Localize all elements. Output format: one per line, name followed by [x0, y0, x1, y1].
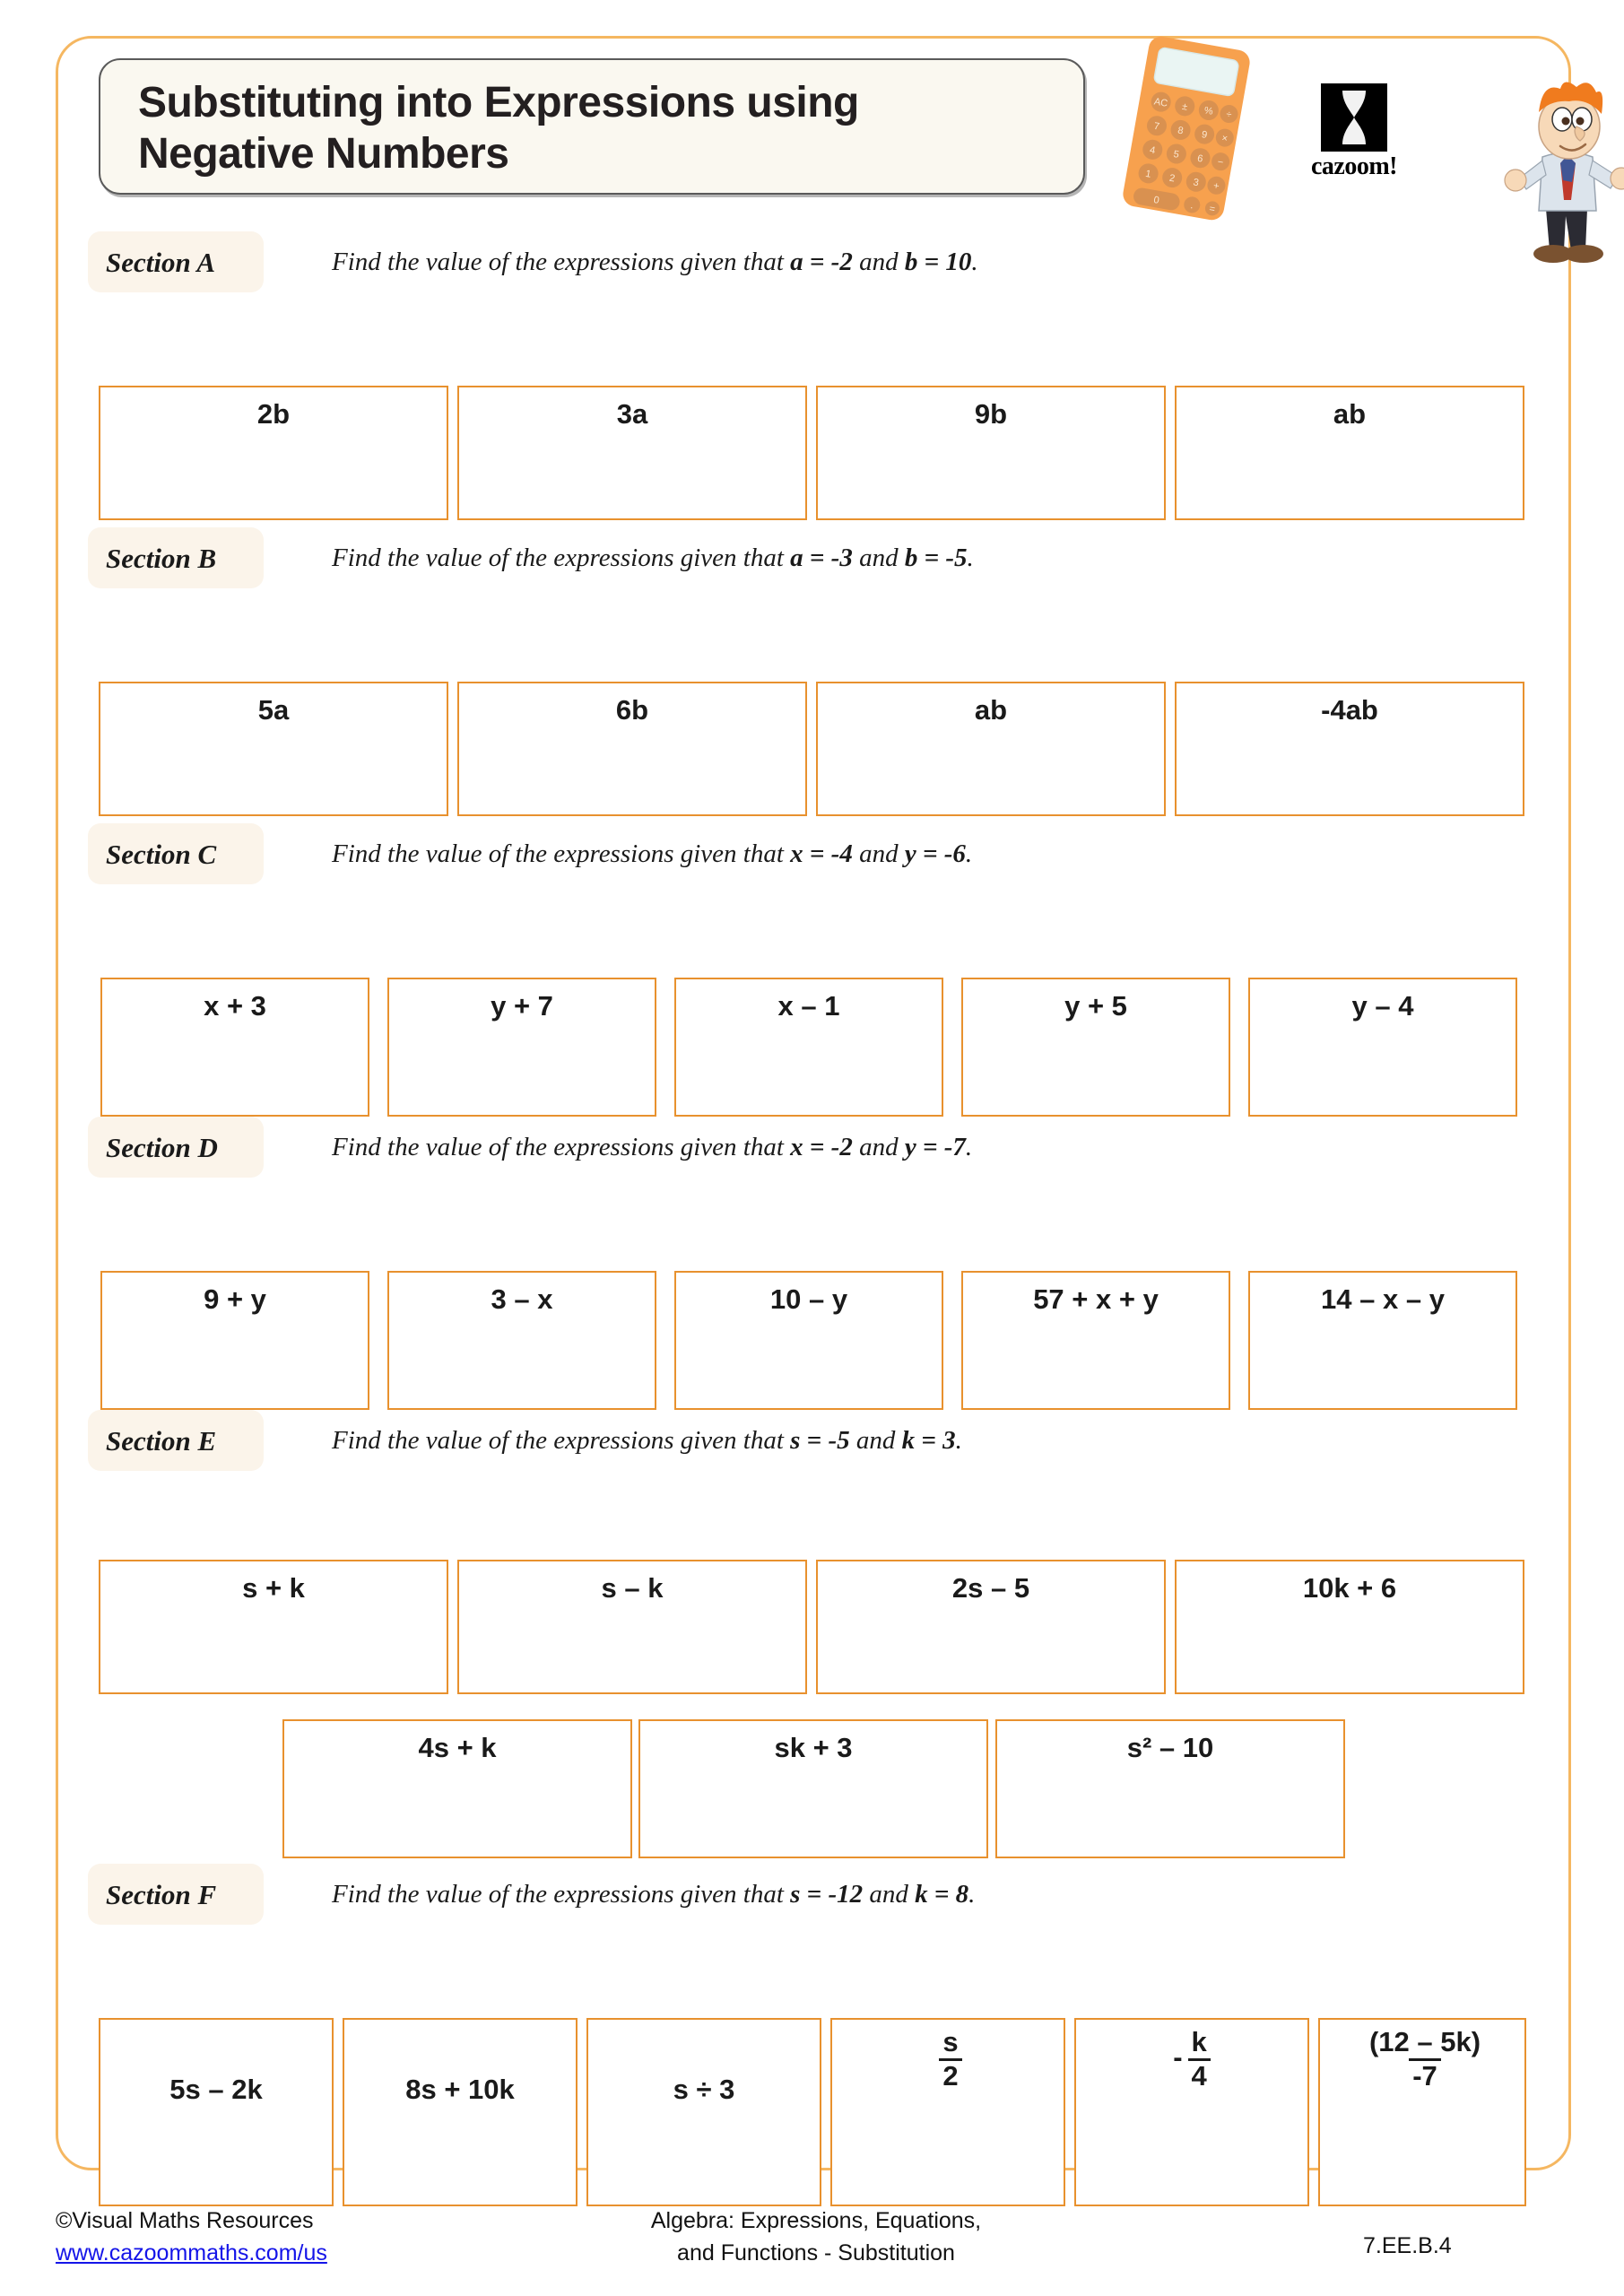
answer-box[interactable] [387, 1271, 656, 1410]
expression-label: y + 7 [491, 990, 553, 1022]
section-b-suffix: . [967, 544, 974, 572]
expression-label: 14 – x – y [1321, 1283, 1445, 1315]
fraction [1366, 2027, 1484, 2092]
expression-label: sk + 3 [774, 1732, 853, 1763]
footer-topic-block [538, 2205, 1094, 2270]
section-e-instruction [332, 1426, 962, 1456]
worksheet-footer [0, 2196, 1624, 2296]
section-c-label: Section C [106, 839, 217, 870]
section-c-row-1 [0, 888, 1624, 1031]
section-a-header [0, 231, 1624, 296]
answer-box[interactable] [343, 2018, 578, 2206]
fraction-numerator: s [942, 2026, 959, 2057]
section-d-var2: y = -7 [904, 1133, 966, 1161]
section-a-var2: b = 10 [904, 248, 972, 276]
answer-box[interactable] [99, 1560, 448, 1694]
section-d-suffix: . [965, 1133, 973, 1161]
answer-box[interactable] [1248, 978, 1517, 1117]
section-e-header [0, 1410, 1624, 1474]
cazoom-hourglass-icon [1321, 83, 1387, 152]
answer-box[interactable] [816, 1560, 1166, 1694]
answer-box[interactable] [457, 386, 807, 520]
svg-text:.: . [1189, 200, 1194, 212]
section-b-conjunction: and [852, 544, 905, 572]
svg-text:=: = [1208, 203, 1216, 215]
expression-label: 9 + y [204, 1283, 266, 1315]
svg-text:7: 7 [1152, 120, 1160, 133]
fraction-numerator: k [1191, 2026, 1207, 2057]
expression-label: x – 1 [777, 990, 840, 1022]
section-f-suffix: . [968, 1880, 976, 1909]
section-c-var2: y = -6 [904, 839, 966, 868]
answer-box[interactable] [1175, 386, 1524, 520]
section-f-label: Section F [106, 1879, 217, 1910]
answer-box[interactable] [1248, 1271, 1517, 1410]
section-b-var2: b = -5 [904, 544, 968, 572]
answer-box[interactable] [1318, 2018, 1526, 2206]
expression-label: 10k + 6 [1302, 1572, 1397, 1604]
fraction-lead: - [1173, 2040, 1183, 2073]
section-f-var1: s = -12 [790, 1880, 864, 1909]
expression-label: 5s – 2k [169, 2074, 263, 2105]
expression-label: 3 – x [491, 1283, 553, 1315]
footer-copyright-block [56, 2205, 327, 2270]
expression-label: 8s + 10k [405, 2074, 515, 2105]
answer-box[interactable] [816, 386, 1166, 520]
expression-label: 3a [616, 398, 648, 430]
svg-text:×: × [1220, 133, 1229, 145]
section-a-var1: a = -2 [790, 248, 853, 276]
footer-website-link[interactable]: www.cazoommaths.com/us [56, 2240, 327, 2266]
fraction [1188, 2027, 1211, 2092]
section-a-label: Section A [106, 247, 216, 278]
expression-label: 2s – 5 [951, 1572, 1030, 1604]
worksheet-header [99, 58, 1397, 215]
answer-box[interactable] [457, 682, 807, 816]
answer-box[interactable] [830, 2018, 1065, 2206]
title-banner [99, 58, 1085, 195]
section-e-rows [0, 1474, 1624, 1770]
expression-label: 4s + k [418, 1732, 497, 1763]
svg-text:8: 8 [1177, 125, 1185, 137]
section-c-instruction-prefix: Find the value of the expressions given that [332, 839, 791, 868]
answer-box[interactable] [674, 1271, 943, 1410]
section-f-conjunction: and [863, 1880, 916, 1909]
svg-text:+: + [1212, 180, 1220, 193]
answer-box[interactable] [816, 682, 1166, 816]
section-a-conjunction: and [852, 248, 905, 276]
section-c-var1: x = -4 [790, 839, 853, 868]
answer-box[interactable] [1175, 682, 1524, 816]
fraction-denominator: 2 [939, 2058, 961, 2091]
section-c-suffix: . [965, 839, 973, 868]
svg-text:0: 0 [1152, 194, 1160, 206]
svg-text:6: 6 [1196, 152, 1204, 165]
section-a-suffix: . [971, 248, 978, 276]
svg-text:2: 2 [1168, 172, 1177, 185]
section-f-instruction-prefix: Find the value of the expressions given that [332, 1880, 791, 1909]
calculator-icon [1117, 30, 1256, 226]
answer-box[interactable] [282, 1719, 632, 1858]
expression-label: s – k [601, 1572, 664, 1604]
section-b [0, 527, 1624, 735]
section-c [0, 823, 1624, 1031]
expression-label: ab [974, 694, 1008, 726]
section-a-instruction-prefix: Find the value of the expressions given that [332, 248, 791, 276]
answer-box[interactable] [638, 1719, 988, 1858]
expression-label: s + k [242, 1572, 305, 1604]
expression-label: x + 3 [204, 990, 266, 1022]
section-e-instruction-prefix: Find the value of the expressions given that [332, 1426, 791, 1455]
answer-box[interactable] [99, 2018, 334, 2206]
section-d-row-1 [0, 1181, 1624, 1325]
expression-label: y – 4 [1351, 990, 1414, 1022]
section-d-label: Section D [106, 1132, 218, 1163]
section-d [0, 1117, 1624, 1325]
footer-standard-code: 7.EE.B.4 [1363, 2233, 1452, 2258]
expression-label: s ÷ 3 [673, 2074, 735, 2105]
section-e-var2: k = 3 [901, 1426, 956, 1455]
fraction-expression [832, 2027, 1064, 2092]
section-c-conjunction: and [852, 839, 905, 868]
fraction-expression [1076, 2027, 1307, 2092]
section-f [0, 1864, 1624, 2170]
section-e [0, 1410, 1624, 1770]
expression-label: 57 + x + y [1033, 1283, 1159, 1315]
expression-label: 2b [256, 398, 291, 430]
svg-text:3: 3 [1192, 177, 1200, 189]
expression-label: 10 – y [769, 1283, 848, 1315]
section-a-instruction [332, 248, 978, 277]
svg-text:1: 1 [1144, 168, 1152, 180]
section-f-var2: k = 8 [915, 1880, 969, 1909]
answer-box[interactable] [995, 1719, 1345, 1858]
footer-topic-line-1: Algebra: Expressions, Equations, [650, 2208, 982, 2233]
svg-text:AC: AC [1152, 96, 1169, 109]
answer-box[interactable] [674, 978, 943, 1117]
answer-box[interactable] [1074, 2018, 1309, 2206]
answer-box[interactable] [457, 1560, 807, 1694]
answer-box[interactable] [1175, 1560, 1524, 1694]
answer-box[interactable] [586, 2018, 821, 2206]
fraction-expression [1320, 2027, 1524, 2092]
section-f-row-1 [0, 1928, 1624, 2170]
expression-label: -4ab [1321, 694, 1378, 726]
section-a [0, 231, 1624, 439]
section-d-instruction [332, 1133, 972, 1162]
section-b-instruction-prefix: Find the value of the expressions given that [332, 544, 791, 572]
svg-text:±: ± [1181, 100, 1189, 113]
section-d-header [0, 1117, 1624, 1181]
page-title-line-2: Negative Numbers [138, 129, 509, 178]
expression-label: y + 5 [1064, 990, 1127, 1022]
page-title-line-1: Substituting into Expressions using [138, 79, 859, 126]
fraction-denominator: -7 [1409, 2058, 1441, 2091]
section-e-suffix: . [955, 1426, 962, 1455]
fraction-numerator: (12 – 5k) [1368, 2026, 1481, 2057]
section-f-instruction [332, 1880, 975, 1909]
answer-box[interactable] [961, 1271, 1230, 1410]
section-e-conjunction: and [849, 1426, 902, 1455]
answer-box[interactable] [100, 978, 369, 1117]
expression-label: 5a [257, 694, 290, 726]
svg-text:5: 5 [1172, 149, 1180, 161]
footer-copyright: ©Visual Maths Resources [56, 2208, 314, 2233]
fraction [939, 2027, 961, 2092]
svg-text:9: 9 [1200, 129, 1209, 142]
section-a-row-1 [0, 296, 1624, 439]
expression-label: s² – 10 [1126, 1732, 1214, 1763]
section-c-header [0, 823, 1624, 888]
section-b-var1: a = -3 [790, 544, 853, 572]
answer-box[interactable] [99, 386, 448, 520]
svg-text:4: 4 [1149, 144, 1157, 157]
fraction-denominator: 4 [1188, 2058, 1211, 2091]
answer-box[interactable] [961, 978, 1230, 1117]
svg-text:−: − [1216, 156, 1225, 169]
section-e-var1: s = -5 [790, 1426, 850, 1455]
cazoom-logo [1305, 83, 1403, 187]
svg-text:÷: ÷ [1225, 109, 1233, 121]
svg-text:%: % [1203, 105, 1214, 117]
section-d-conjunction: and [852, 1133, 905, 1161]
section-b-header [0, 527, 1624, 592]
section-b-label: Section B [106, 543, 217, 574]
page-title [138, 78, 1044, 179]
expression-label: 9b [974, 398, 1008, 430]
cazoom-wordmark: cazoom! [1310, 152, 1397, 180]
answer-box[interactable] [99, 682, 448, 816]
expression-label: ab [1333, 398, 1367, 430]
answer-box[interactable] [387, 978, 656, 1117]
section-e-label: Section E [106, 1425, 217, 1457]
section-b-row-1 [0, 592, 1624, 735]
expression-label: 6b [615, 694, 649, 726]
section-d-instruction-prefix: Find the value of the expressions given that [332, 1133, 791, 1161]
section-b-instruction [332, 544, 974, 573]
section-d-var1: x = -2 [790, 1133, 853, 1161]
footer-topic-line-2: and Functions - Substitution [677, 2240, 955, 2266]
section-f-header [0, 1864, 1624, 1928]
answer-box[interactable] [100, 1271, 369, 1410]
section-c-instruction [332, 839, 972, 869]
